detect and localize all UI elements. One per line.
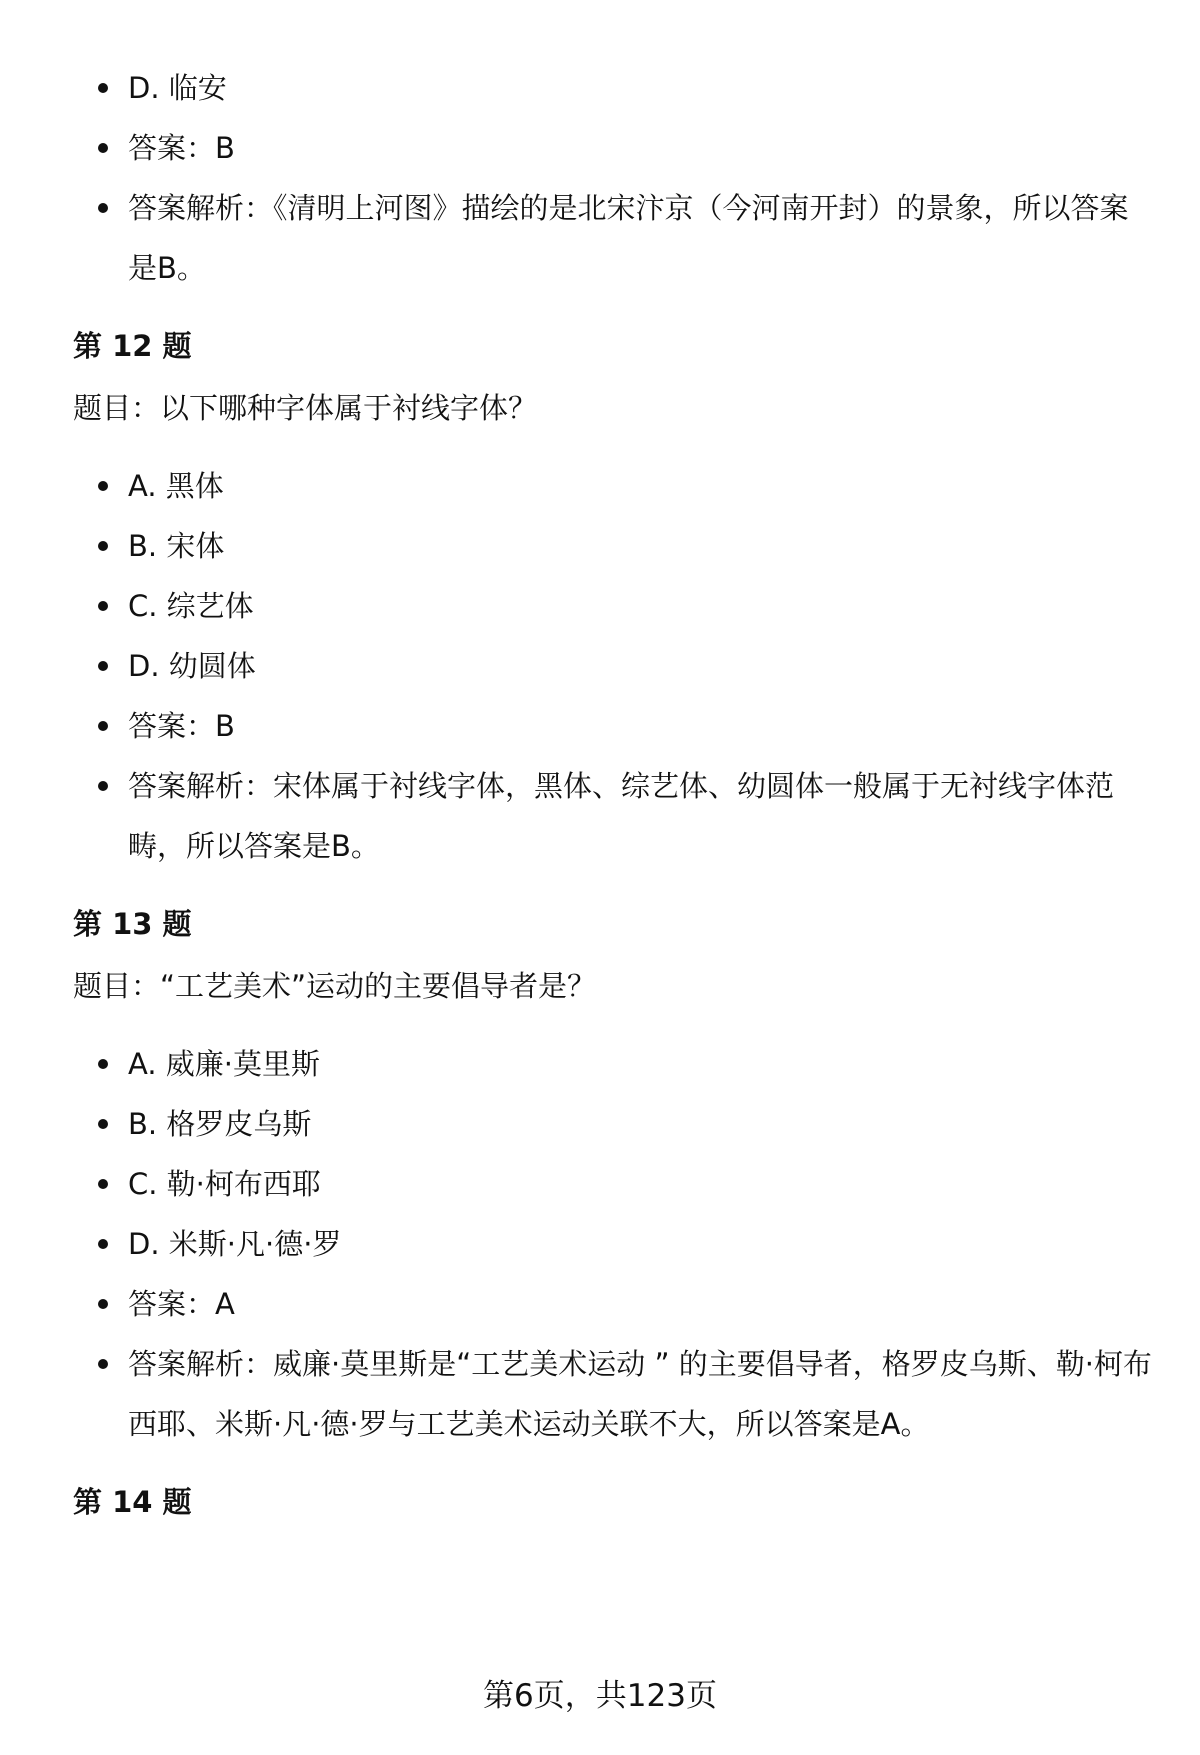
answer: 答案：A xyxy=(73,1274,1153,1334)
question-text: 题目：“工艺美术”运动的主要倡导者是？ xyxy=(73,969,597,1003)
answer-explanation: 答案解析：宋体属于衬线字体，黑体、综艺体、幼圆体一般属于无衬线字体范畴，所以答案是B。 xyxy=(73,756,1153,876)
question-heading: 第 14 题 xyxy=(73,1485,192,1519)
option-b: B. 宋体 xyxy=(73,516,1153,576)
page-content xyxy=(73,58,1153,1544)
option-list xyxy=(73,456,1153,876)
option-c: C. 勒·柯布西耶 xyxy=(73,1154,1153,1214)
option-a: A. 黑体 xyxy=(73,456,1153,516)
answer-explanation: 答案解析：威廉·莫里斯是“工艺美术运动 ” 的主要倡导者，格罗皮乌斯、勒·柯布西耶、米斯·凡·德·罗与工艺美术运动关联不大，所以答案是A。 xyxy=(73,1334,1153,1454)
answer-explanation: 答案解析：《清明上河图》描绘的是北宋汴京（今河南开封）的景象，所以答案是B。 xyxy=(73,178,1153,298)
option-d: D. 临安 xyxy=(73,58,1153,118)
answer: 答案：B xyxy=(73,118,1153,178)
option-list xyxy=(73,1034,1153,1454)
question-12 xyxy=(73,326,1153,876)
question-11-tail xyxy=(73,58,1153,298)
question-text: 题目：以下哪种字体属于衬线字体？ xyxy=(73,391,538,425)
option-a: A. 威廉·莫里斯 xyxy=(73,1034,1153,1094)
question-heading: 第 12 题 xyxy=(73,329,192,363)
page-number: 第6页，共123页 xyxy=(483,1678,717,1714)
question-13 xyxy=(73,904,1153,1454)
option-b: B. 格罗皮乌斯 xyxy=(73,1094,1153,1154)
option-c: C. 综艺体 xyxy=(73,576,1153,636)
option-list xyxy=(73,58,1153,298)
question-14 xyxy=(73,1482,1153,1522)
question-heading: 第 13 题 xyxy=(73,907,192,941)
option-d: D. 米斯·凡·德·罗 xyxy=(73,1214,1153,1274)
answer: 答案：B xyxy=(73,696,1153,756)
option-d: D. 幼圆体 xyxy=(73,636,1153,696)
